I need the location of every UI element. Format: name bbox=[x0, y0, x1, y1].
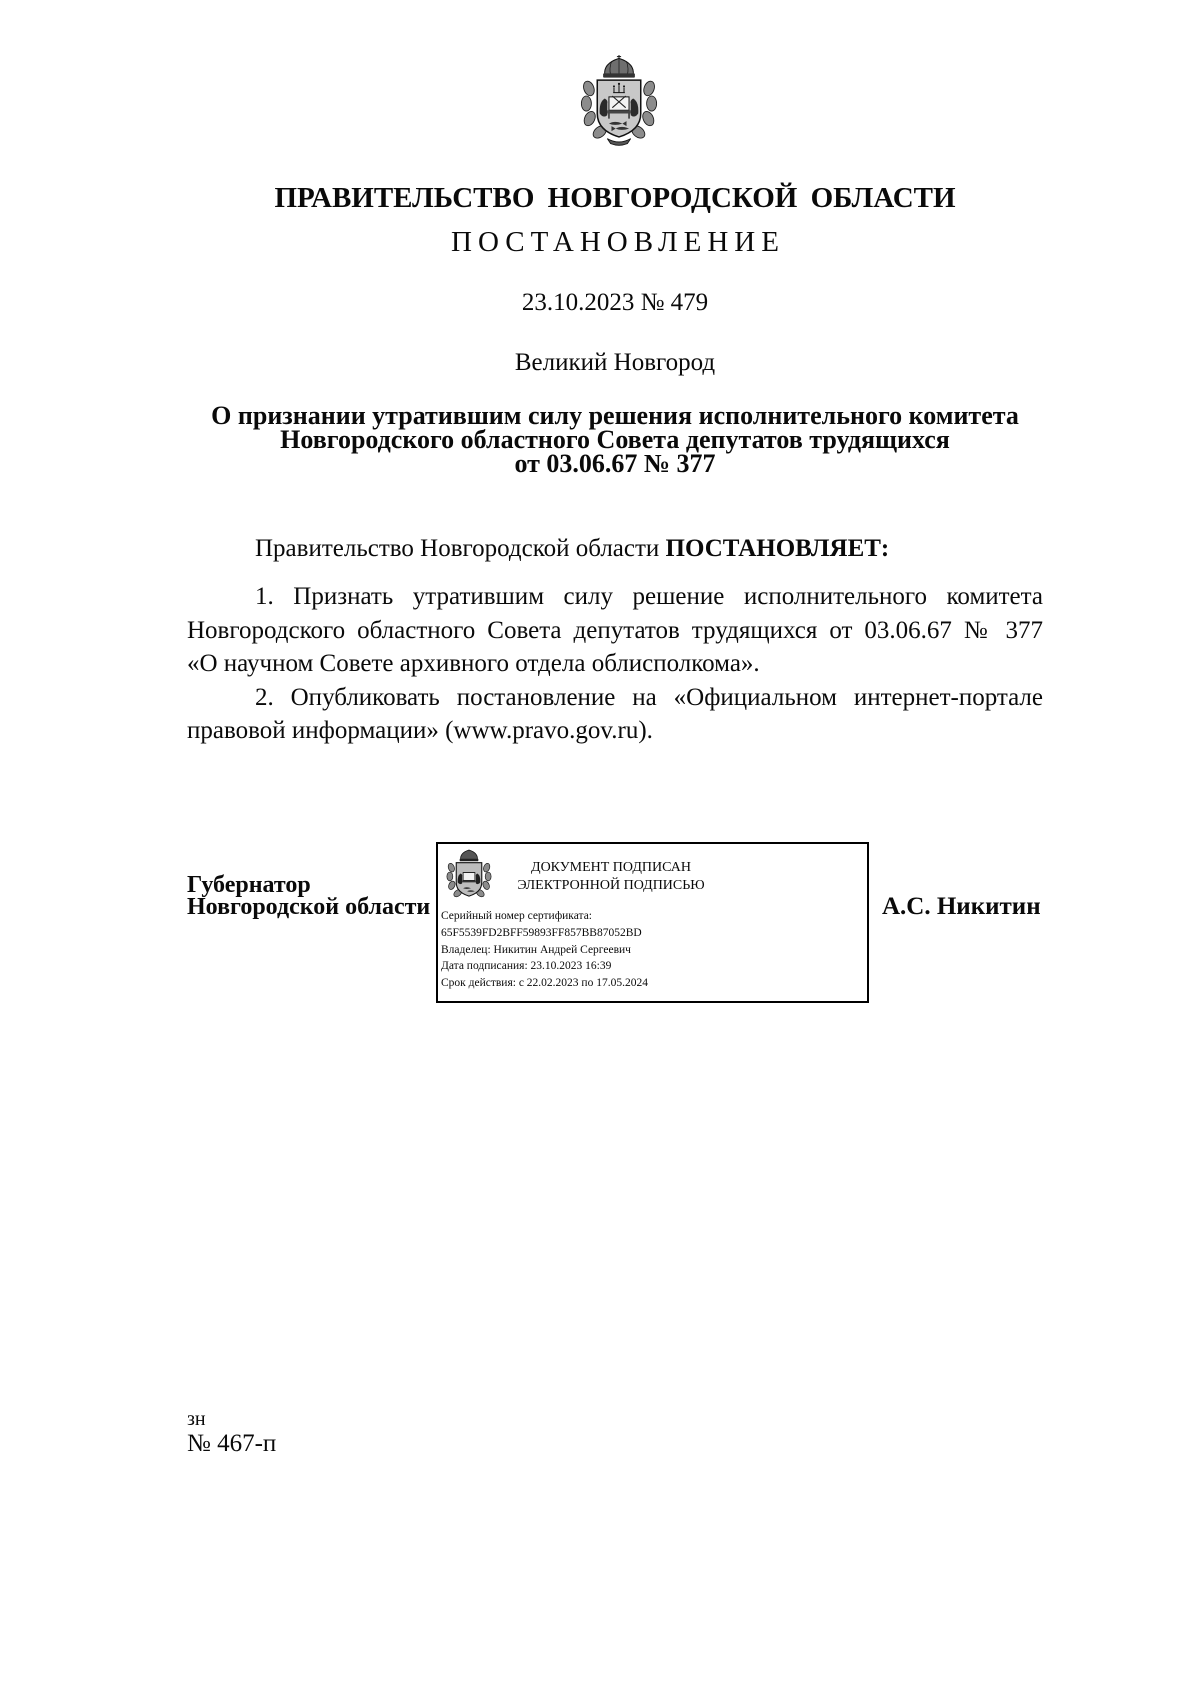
signatory-position-line: Губернатор bbox=[187, 872, 311, 898]
subject-line: О признании утратившим силу решения исполнительного комитета bbox=[211, 401, 1019, 430]
paragraph-line: 1. Признать утратившим силу решение исполнительного комитета bbox=[255, 583, 1043, 610]
signatory-position-line: Новгородской области bbox=[187, 894, 431, 920]
executor-initials: зн bbox=[187, 1408, 206, 1430]
certificate-label: Серийный номер сертификата: bbox=[441, 910, 592, 922]
document-subject bbox=[187, 401, 1043, 478]
paragraph-line: Новгородского областного Совета депутатов трудящихся от 03.06.67 № 377 bbox=[187, 616, 1043, 644]
resolves-keyword: ПОСТАНОВЛЯЕТ: bbox=[665, 535, 890, 562]
stamp-details bbox=[441, 908, 648, 992]
stamp-heading-line: ДОКУМЕНТ ПОДПИСАН bbox=[531, 860, 691, 875]
stamp-heading-line: ЭЛЕКТРОННОЙ ПОДПИСЬЮ bbox=[517, 878, 705, 893]
coat-of-arms-icon bbox=[576, 55, 662, 147]
certificate-validity: Срок действия: с 22.02.2023 по 17.05.2024 bbox=[441, 977, 648, 990]
signatory-name: А.С. Никитин bbox=[882, 893, 1041, 920]
document-type: ПОСТАНОВЛЕНИЕ bbox=[451, 226, 785, 258]
document-date-number: 23.10.2023 № 479 bbox=[521, 289, 709, 316]
organization-title: ПРАВИТЕЛЬСТВО НОВГОРОДСКОЙ ОБЛАСТИ bbox=[274, 182, 956, 214]
paragraph-line: правовой информации» (www.pravo.gov.ru). bbox=[187, 717, 653, 744]
stamp-heading bbox=[506, 859, 716, 895]
registry-number: № 467-п bbox=[187, 1430, 277, 1457]
paragraph-line: «О научном Совете архивного отдела облисполкома». bbox=[187, 650, 760, 677]
paragraph-line: 2. Опубликовать постановление на «Официальном интернет-портале bbox=[255, 683, 1043, 711]
document-body bbox=[187, 532, 1043, 748]
coat-of-arms-icon bbox=[443, 848, 495, 902]
preamble-text: Правительство Новгородской области bbox=[255, 535, 660, 562]
signatory-position bbox=[187, 874, 430, 918]
certificate-serial: 65F5539FD2BFF59893FF857BB87052BD bbox=[441, 926, 642, 939]
resolution-item-2 bbox=[187, 681, 1043, 748]
electronic-signature-stamp bbox=[436, 842, 869, 1003]
signing-date: Дата подписания: 23.10.2023 16:39 bbox=[441, 960, 612, 973]
subject-line: Новгородского областного Совета депутатов трудящихся bbox=[280, 425, 950, 454]
resolution-item-1 bbox=[187, 580, 1043, 681]
document-place: Великий Новгород bbox=[514, 349, 716, 376]
preamble bbox=[187, 532, 1043, 566]
document-footer bbox=[187, 1408, 276, 1458]
subject-line: от 03.06.67 № 377 bbox=[514, 449, 716, 478]
certificate-owner: Владелец: Никитин Андрей Сергеевич bbox=[441, 943, 631, 956]
